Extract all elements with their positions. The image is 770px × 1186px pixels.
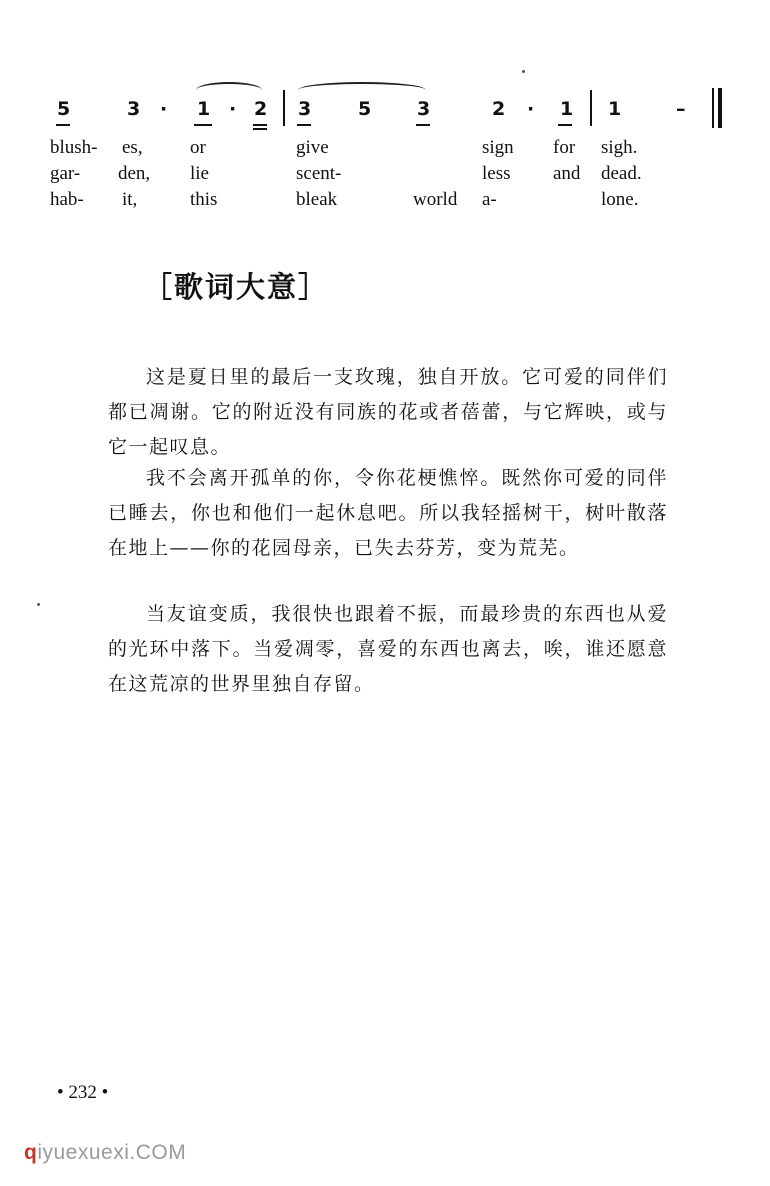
paragraph: 这是夏日里的最后一支玫瑰，独自开放。它可爱的同伴们都已凋谢。它的附近没有同族的花或者蓓蕾，与它辉映，或与它一起叹息。: [108, 366, 668, 458]
note: 5: [57, 98, 71, 120]
lyric-syllable: give: [296, 137, 329, 158]
lyric-syllable: scent-: [296, 163, 342, 184]
scan-speck: [37, 603, 40, 606]
final-bar-line-thin: [712, 88, 714, 128]
bar-line: [283, 90, 285, 126]
note-dot: ·: [229, 98, 237, 120]
lyric-syllable: lie: [190, 163, 209, 184]
slur: [196, 82, 262, 98]
note: 2: [254, 98, 268, 120]
lyric-syllable: a-: [482, 189, 497, 210]
lyric-syllable: bleak: [296, 189, 338, 210]
note-underline: [56, 124, 70, 126]
lyric-syllable: for: [553, 137, 576, 158]
paragraph: 当友谊变质，我很快也跟着不振，而最珍贵的东西也从爱的光环中落下。当爱凋零，喜爱的东西也离去，唉，谁还愿意在这荒凉的世界里独自存留。: [108, 603, 668, 695]
note-underline: [253, 124, 267, 126]
note: 1: [197, 98, 211, 120]
lyric-syllable: blush-: [50, 137, 98, 158]
note-dot: ·: [527, 98, 535, 120]
watermark: [24, 1141, 186, 1165]
lyric-syllable: sigh.: [601, 137, 638, 158]
lyric-syllable: lone.: [601, 189, 639, 210]
lyric-syllable: es,: [122, 137, 143, 158]
note: 3: [298, 98, 312, 120]
scan-speck: [522, 70, 525, 73]
note: 5: [358, 98, 372, 120]
note-underline: [194, 124, 212, 126]
lyric-syllable: less: [482, 163, 511, 184]
dash: –: [676, 98, 686, 120]
note: 3: [127, 98, 141, 120]
numbered-notation-score: [0, 0, 770, 220]
note-underline: [416, 124, 430, 126]
lyric-syllable: den,: [118, 163, 151, 184]
lyric-syllable: dead.: [601, 163, 642, 184]
lyric-syllable: it,: [122, 189, 138, 210]
lyric-syllable: gar-: [50, 163, 81, 184]
watermark-text: iyuexuexi.COM: [37, 1141, 187, 1164]
note-underline: [297, 124, 311, 126]
final-bar-line-thick: [718, 88, 722, 128]
bar-line: [590, 90, 592, 126]
lyric-syllable: and: [553, 163, 581, 184]
watermark-q: q: [24, 1141, 38, 1164]
note-underline: [253, 128, 267, 130]
lyric-syllable: world: [413, 189, 458, 210]
lyric-syllable: sign: [482, 137, 514, 158]
note: 2: [492, 98, 506, 120]
lyric-syllable: this: [190, 189, 218, 210]
note-dot: ·: [160, 98, 168, 120]
page-number: • 232 •: [57, 1082, 109, 1103]
paragraph: 我不会离开孤单的你，令你花梗憔悴。既然你可爱的同伴已睡去，你也和他们一起休息吧。所以我轻摇树干，树叶散落在地上——你的花园母亲，已失去芬芳，变为荒芜。: [108, 467, 668, 559]
note: 1: [560, 98, 574, 120]
note: 3: [417, 98, 431, 120]
note-underline: [558, 124, 572, 126]
slur: [298, 82, 426, 98]
section-title: ［歌词大意］: [143, 270, 330, 304]
lyric-syllable: or: [190, 137, 206, 158]
lyric-syllable: hab-: [50, 189, 84, 210]
note: 1: [608, 98, 622, 120]
